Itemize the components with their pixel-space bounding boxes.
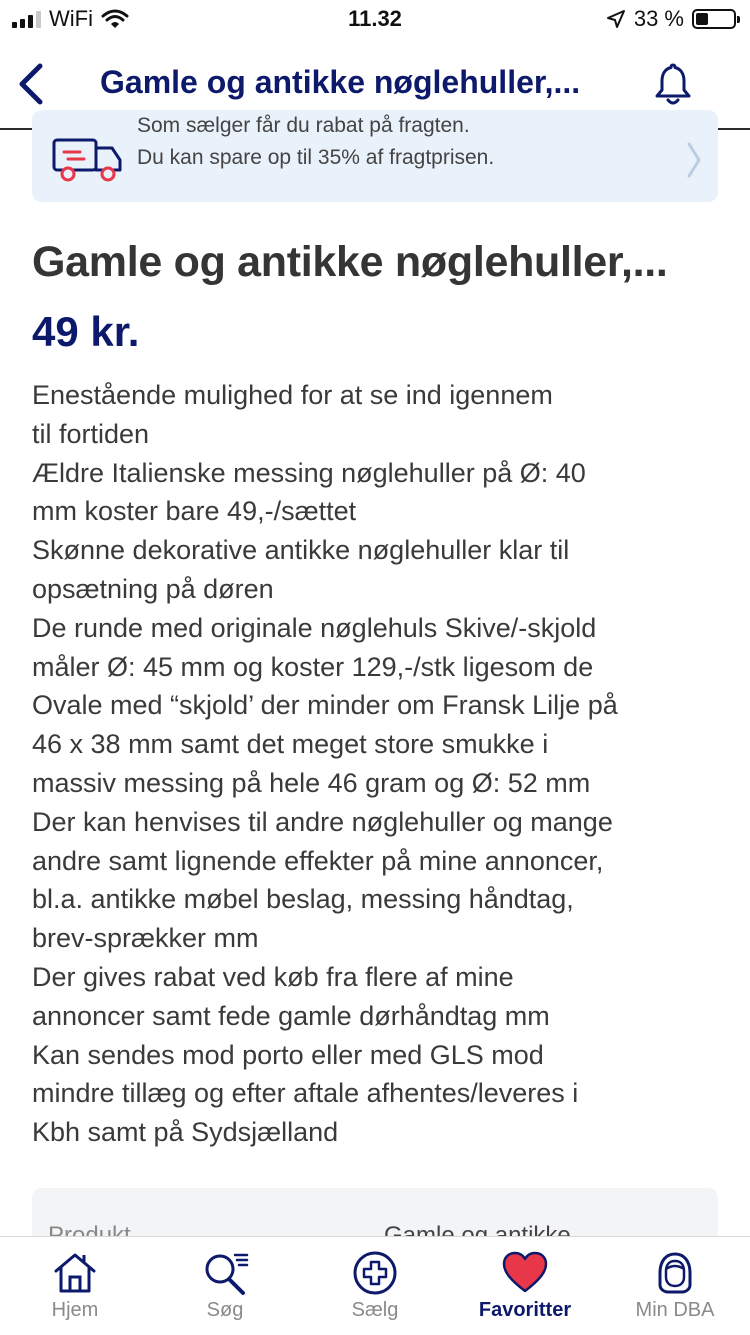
bell-icon[interactable]: [648, 60, 698, 110]
description-line: De runde med originale nøglehuls Skive/-skjold: [32, 612, 597, 643]
description-line: Kbh samt på Sydsjælland: [32, 1117, 339, 1148]
description-line: Ovale med “skjold’ der minder om Fransk Lilje på: [32, 690, 618, 721]
description-line: Ældre Italienske messing nøglehuller på Ø: 40: [32, 457, 586, 488]
status-bar: [0, 0, 750, 40]
promo-text-line2: Du kan spare op til 35% af fragtprisen.: [137, 146, 495, 169]
nav-title: Gamle og antikke nøglehuller,...: [100, 64, 581, 100]
battery-icon: [692, 9, 736, 29]
description-line: bl.a. antikke møbel beslag, messing håndtag,: [32, 884, 574, 915]
description-line: Enestående mulighed for at se ind igennem: [32, 380, 553, 410]
tab-favorites[interactable]: [450, 1237, 600, 1335]
delivery-truck-icon: [50, 130, 140, 202]
search-icon: [201, 1249, 249, 1297]
description-line: annoncer samt fede gamle dørhåndtag mm: [32, 1000, 550, 1031]
tab-profile-label: Min DBA: [635, 1299, 715, 1321]
profile-icon: [651, 1249, 699, 1297]
back-chevron-icon[interactable]: [12, 60, 52, 108]
status-left: [12, 6, 129, 32]
description-line: 46 x 38 mm samt det meget store smukke i: [32, 729, 549, 760]
description-line: måler Ø: 45 mm og koster 129,-/stk ligesom de: [32, 651, 594, 682]
description-line: Kan sendes mod porto eller med GLS mod: [32, 1039, 544, 1070]
tab-bar: [0, 1236, 750, 1335]
wifi-icon: [101, 8, 129, 30]
heart-icon: [501, 1249, 549, 1297]
description-line: opsætning på døren: [32, 573, 274, 604]
tab-home[interactable]: [0, 1237, 150, 1335]
location-arrow-icon: [606, 9, 626, 29]
listing-content[interactable]: [0, 114, 750, 1236]
signal-icon: [12, 10, 41, 28]
product-title: Gamle og antikke nøglehuller,...: [32, 238, 668, 286]
status-right: [606, 6, 736, 32]
carrier-label: WiFi: [49, 6, 93, 31]
product-description: [32, 376, 732, 1152]
description-line: til fortiden: [32, 418, 150, 449]
tab-profile[interactable]: [600, 1237, 750, 1335]
status-time: 11.32: [348, 6, 402, 31]
description-line: mindre tillæg og efter aftale afhentes/leveres i: [32, 1078, 579, 1109]
tab-favorites-label: Favoritter: [478, 1299, 572, 1321]
chevron-right-icon: [684, 140, 704, 180]
tab-sell[interactable]: [300, 1237, 450, 1335]
promo-text-line1: Som sælger får du rabat på fragten.: [137, 114, 470, 137]
description-line: andre samt lignende effekter på mine annoncer,: [32, 845, 604, 876]
description-line: massiv messing på hele 46 gram og Ø: 52 mm: [32, 767, 591, 798]
tab-home-label: Hjem: [51, 1299, 99, 1321]
description-line: Skønne dekorative antikke nøglehuller klar til: [32, 535, 570, 566]
tab-search[interactable]: [150, 1237, 300, 1335]
description-line: Der gives rabat ved køb fra flere af mine: [32, 961, 514, 992]
product-price: 49 kr.: [32, 308, 140, 355]
description-line: brev-sprækker mm: [32, 923, 259, 954]
battery-percent: 33 %: [633, 6, 684, 31]
description-line: Der kan henvises til andre nøglehuller og mange: [32, 806, 613, 837]
home-icon: [51, 1249, 99, 1297]
tab-sell-label: Sælg: [351, 1299, 399, 1321]
tab-search-label: Søg: [206, 1299, 244, 1321]
plus-circle-icon: [351, 1249, 399, 1297]
shipping-promo-banner[interactable]: [32, 110, 718, 202]
description-line: mm koster bare 49,-/sættet: [32, 496, 357, 527]
